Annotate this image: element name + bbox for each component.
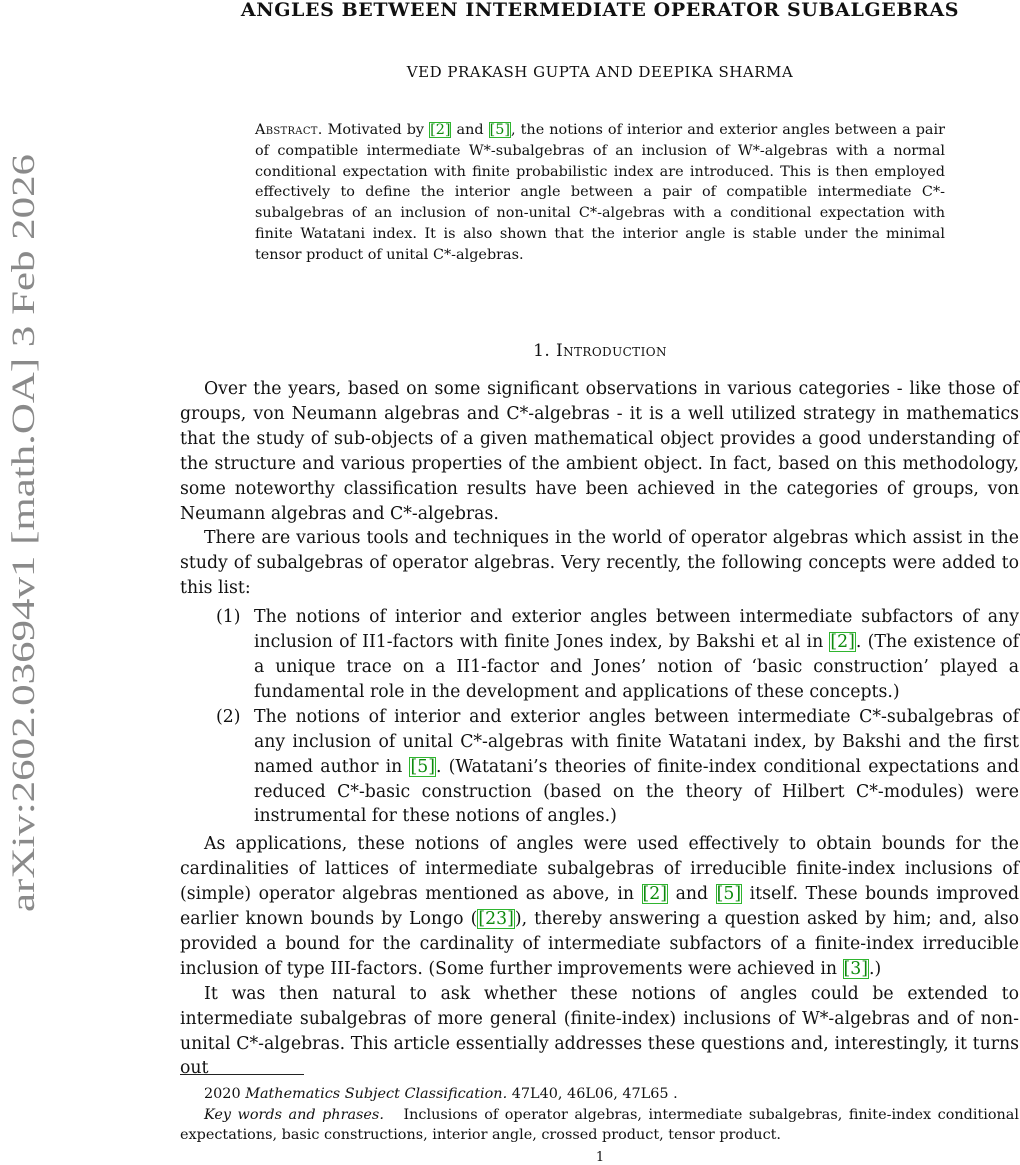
list-item [180,705,1019,830]
abstract [255,120,945,266]
footnote-msc [180,1084,1019,1104]
paragraph-text: ), thereby answering a question asked by him; and, also provided a bound for the cardinality of intermediate subfactors of a finite-index irreducible inclusion of type III-factors. (Some further improvements were achieved in [180,909,1019,979]
arxiv-identifier-text: arXiv:2602.03694v1 [math.OA] 3 Feb 2026 [6,329,42,912]
abstract-text: Motivated by [327,122,430,138]
paragraph-text: itself. These bounds improved earlier known bounds by Longo ( [180,884,1020,930]
list-text: . (Watatani’s theories of finite-index conditional expectations and reduced C*-basic construction (based on the theory of Hilbert C*-modules) were instrumental for these notions of angles.) [254,756,1020,827]
msc-codes: 47L40, 46L06, 47L65 . [511,1086,678,1102]
paper-authors: VED PRAKASH GUPTA AND DEEPIKA SHARMA [406,63,794,81]
list-number: (1) [216,607,241,628]
abstract-label: Abstract. [255,122,323,138]
concept-list [180,605,1019,829]
paragraph [180,832,1019,981]
citation-link[interactable]: [2] [642,884,668,905]
paragraph: There are various tools and techniques in the world of operator algebras which assist in the study of subalgebras of operator algebras. Very recently, the following concepts were added to this list: [180,528,1019,599]
msc-label: Mathematics Subject Classification. [245,1086,508,1102]
citation-link[interactable]: [5] [716,884,742,905]
msc-year: 2020 [204,1086,241,1102]
footnote-rule [180,1074,304,1075]
paper-title: ANGLES BETWEEN INTERMEDIATE OPERATOR SUBALGEBRAS [240,0,960,21]
arxiv-identifier [8,152,40,912]
paragraph-text: As applications, these notions of angles were used effectively to obtain bounds for the cardinalities of lattices of intermediate subalgebras of irreducible finite-index inclusions of (simple) operator algebras mentioned as above, in [180,834,1019,905]
list-item [180,605,1019,705]
citation-link[interactable]: [5] [410,756,435,777]
paragraph: It was then natural to ask whether these notions of angles could be extended to intermediate subalgebras of more general (finite-index) inclusions of W*-algebras and of non-unital C*-algebras. This article essentially addresses these questions and, interestingly, it turns out [180,983,1019,1079]
keywords-label: Key words and phrases. [204,1107,384,1123]
body-text [180,377,1019,1081]
paragraph-text: and [668,884,716,905]
list-text: . (The existence of a unique trace on a II1-factor and Jones’ notion of ‘basic construction’ played a fundamental role in the development and applications of these concepts.) [254,632,1019,702]
list-text: The notions of interior and exterior angles between intermediate subfactors of any inclusion of II1-factors with finite Jones index, by Bakshi et al in [254,607,1019,653]
citation-link[interactable]: [23] [478,909,514,930]
citation-link[interactable]: [5] [489,122,511,138]
abstract-text: and [451,122,489,138]
citation-link[interactable]: [2] [830,632,855,653]
paragraph: Over the years, based on some significant observations in various categories - like those of groups, von Neumann algebras and C*-algebras - it is a well utilized strategy in mathematics that the study of sub-objects of a given mathematical object provides a good understanding of the structure and various properties of the ambient object. In fact, based on this methodology, some noteworthy classification results have been achieved in the categories of groups, von Neumann algebras and C*-algebras. [180,379,1019,524]
page-number: 1 [595,1150,605,1165]
abstract-text: , the notions of interior and exterior angles between a pair of compatible intermediate W*-subalgebras of an inclusion of W*-algebras with a normal conditional expectation with finite probabilistic index are introduced. This is then employed effectively to define the interior angle between a pair of compatible intermediate C*-subalgebras of an inclusion of non-unital C*-algebras with a conditional expectation with finite Watatani index. It is also shown that the interior angle is stable under the minimal tensor product of unital C*-algebras. [255,122,945,263]
section-title: Introduction [555,341,667,361]
footnote-keywords [180,1105,1019,1145]
keywords-text: Inclusions of operator algebras, intermediate subalgebras, finite-index conditional expectations, basic constructions, interior angle, crossed product, tensor product. [180,1107,1019,1143]
citation-link[interactable]: [2] [430,122,451,138]
section-heading [180,340,1020,362]
list-number: (2) [216,706,241,727]
list-text: The notions of interior and exterior angles between intermediate C*-subalgebras of any inclusion of unital C*-algebras with finite Watatani index, by Bakshi and the first named author in [254,706,1019,777]
paragraph-text: .) [869,958,882,979]
citation-link[interactable]: [3] [843,958,869,979]
section-number: 1. [533,341,551,361]
